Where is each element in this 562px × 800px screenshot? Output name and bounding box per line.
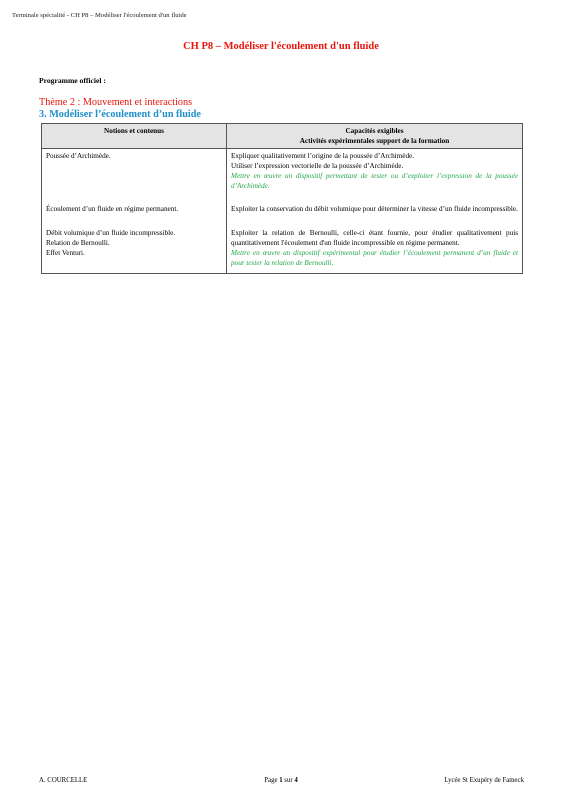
page-title: CH P8 – Modéliser l'écoulement d'un fluide <box>183 41 379 52</box>
capacite-item: Expliquer qualitativement l’origine de la poussée d’Archimède. <box>231 152 415 161</box>
notion-item: Écoulement d’un fluide en régime permanent. <box>46 205 179 214</box>
capacite-item: Exploiter la conservation du débit volumique pour déterminer la vitesse d’un fluide incompressible. <box>231 205 518 214</box>
activite-experimentale: Mettre en œuvre un dispositif permettant de tester ou d’exploiter l’expression de la poussée d’Archimède. <box>231 172 518 191</box>
capacites-cell <box>227 149 523 203</box>
notions-cell <box>42 149 227 203</box>
table-row <box>42 226 523 274</box>
capacite-item: Exploiter la relation de Bernoulli, celle-ci étant fournie, pour étudier qualitativement puis quantitativement l'écoulement d'un fluide incompressible en régime permanent. <box>231 228 518 247</box>
page-total: 4 <box>294 777 298 784</box>
notions-cell <box>42 202 227 225</box>
col-notions-header: Notions et contenus <box>42 124 227 149</box>
notion-item: Relation de Bernoulli. <box>46 238 110 247</box>
footer-author: A. COURCELLE <box>39 777 88 784</box>
capacites-cell <box>227 202 523 225</box>
capacites-cell <box>227 226 523 274</box>
programme-table <box>41 123 523 274</box>
col-capacites-header <box>227 124 523 149</box>
col-capacites-header-line1: Capacités exigibles <box>345 127 404 135</box>
footer-school: Lycée St Exupéry de Fameck <box>444 777 524 784</box>
programme-label: Programme officiel : <box>39 76 106 85</box>
notions-cell <box>42 226 227 274</box>
table-row <box>42 149 523 203</box>
notion-item: Poussée d’Archimède. <box>46 152 111 161</box>
capacite-item: Utiliser l’expression vectorielle de la poussée d’Archimède. <box>231 162 404 171</box>
col-capacites-header-line2: Activités expérimentales support de la formation <box>299 137 450 146</box>
page-current: 1 <box>279 777 283 784</box>
running-header: Terminale spécialité - CH P8 – Modéliser l'écoulement d'un fluide <box>12 12 187 19</box>
table-row <box>42 202 523 225</box>
theme-heading: Thème 2 : Mouvement et interactions <box>39 97 193 108</box>
notion-item: Effet Venturi. <box>46 248 85 257</box>
activite-experimentale: Mettre en œuvre un dispositif expérimental pour étudier l’écoulement permanent d’un fluide et pour tester la relation de Bernoulli. <box>231 248 518 267</box>
page-sep: sur <box>284 777 293 784</box>
notion-item: Débit volumique d’un fluide incompressible. <box>46 228 176 237</box>
section-heading: 3. Modéliser l’écoulement d’un fluide <box>39 109 201 120</box>
table-header-row <box>42 124 523 149</box>
page-prefix: Page <box>264 777 278 784</box>
